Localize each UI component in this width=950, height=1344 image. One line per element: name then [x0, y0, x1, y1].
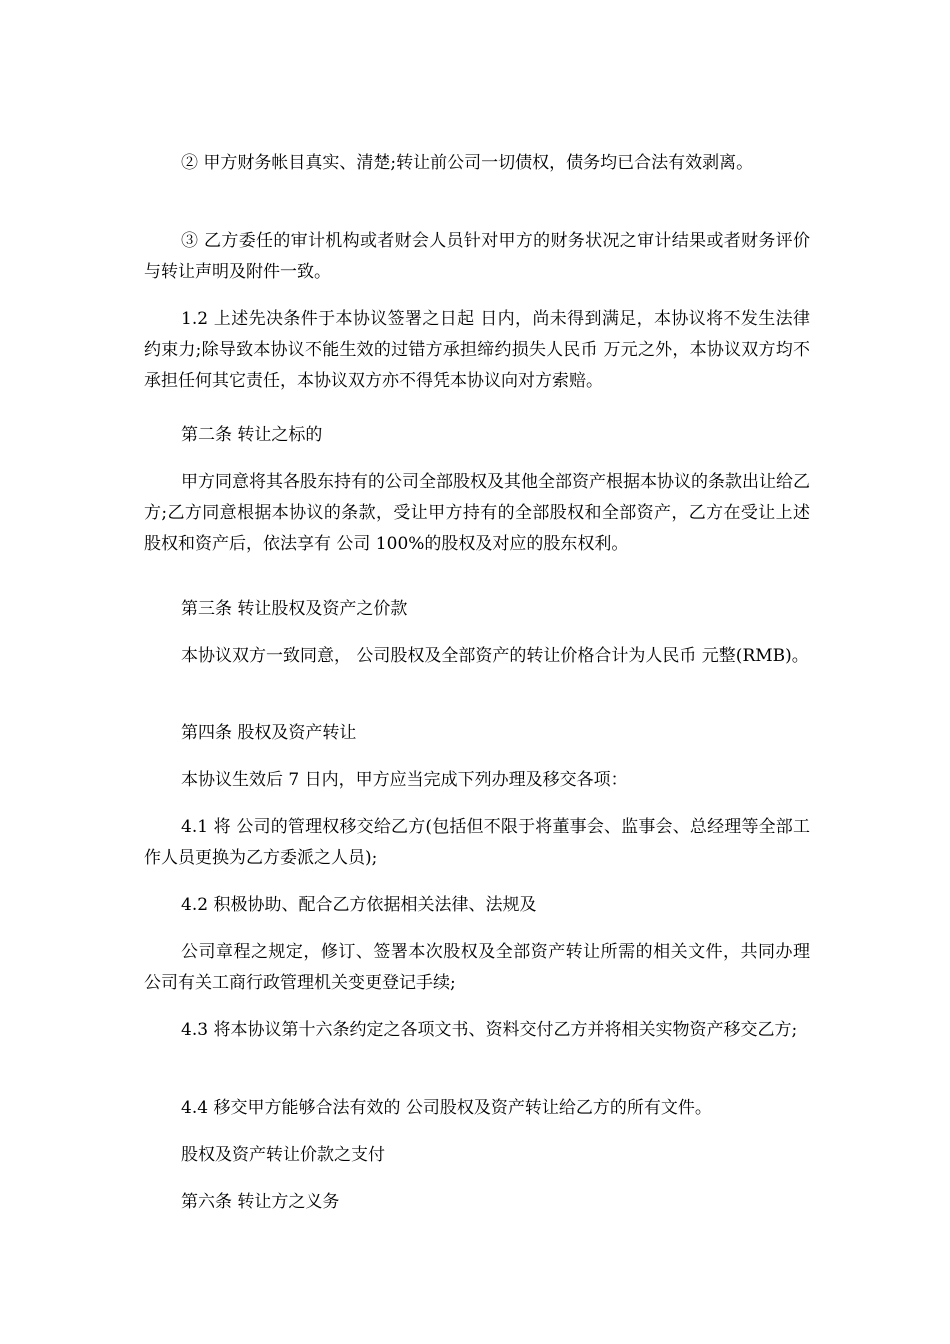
- paragraph-audit-results: ③ 乙方委任的审计机构或者财会人员针对甲方的财务状况之审计结果或者财务评价与转让声明及附件一致。: [144, 231, 810, 282]
- paragraph-clause-4-2: 4.2 积极协助、配合乙方依据相关法律、法规及: [181, 895, 537, 915]
- paragraph-clause-4-4: 4.4 移交甲方能够合法有效的 公司股权及资产转让给乙方的所有文件。: [181, 1098, 712, 1118]
- heading-payment: 股权及资产转让价款之支付: [181, 1145, 385, 1165]
- paragraph-clause-4-1: 4.1 将 公司的管理权移交给乙方(包括但不限于将董事会、监事会、总经理等全部工作人员更换为乙方委派之人员);: [144, 817, 810, 868]
- paragraph-articles-of-association: 公司章程之规定，修订、签署本次股权及全部资产转让所需的相关文件，共同办理 公司有关工商行政管理机关变更登记手续;: [144, 942, 810, 993]
- heading-article-3: 第三条 转让股权及资产之价款: [181, 599, 408, 619]
- paragraph-handover-intro: 本协议生效后 7 日内，甲方应当完成下列办理及移交各项：: [181, 770, 628, 790]
- heading-article-2: 第二条 转让之标的: [181, 425, 323, 445]
- paragraph-transfer-price: 本协议双方一致同意， 公司股权及全部资产的转让价格合计为人民币 元整(RMB)。: [181, 646, 809, 666]
- heading-article-4: 第四条 股权及资产转让: [181, 723, 357, 743]
- paragraph-clause-1-2: 1.2 上述先决条件于本协议签署之日起 日内，尚未得到满足，本协议将不发生法律约束力;除导致本协议不能生效的过错方承担缔约损失人民币 万元之外，本协议双方均不承担任何其它责任，本协议双方亦不得凭本协议向对方索赔。: [144, 309, 810, 391]
- paragraph-clause-4-3: 4.3 将本协议第十六条约定之各项文书、资料交付乙方并将相关实物资产移交乙方;: [181, 1020, 798, 1040]
- paragraph-transfer-subject: 甲方同意将其各股东持有的公司全部股权及其他全部资产根据本协议的条款出让给乙方;乙方同意根据本协议的条款，受让甲方持有的全部股权和全部资产，乙方在受让上述股权和资产后，依法享有 公司 100%的股权及对应的股东权利。: [144, 472, 810, 554]
- paragraph-financial-accounts: ② 甲方财务帐目真实、清楚;转让前公司一切债权，债务均已合法有效剥离。: [181, 153, 754, 173]
- heading-article-6: 第六条 转让方之义务: [181, 1192, 340, 1212]
